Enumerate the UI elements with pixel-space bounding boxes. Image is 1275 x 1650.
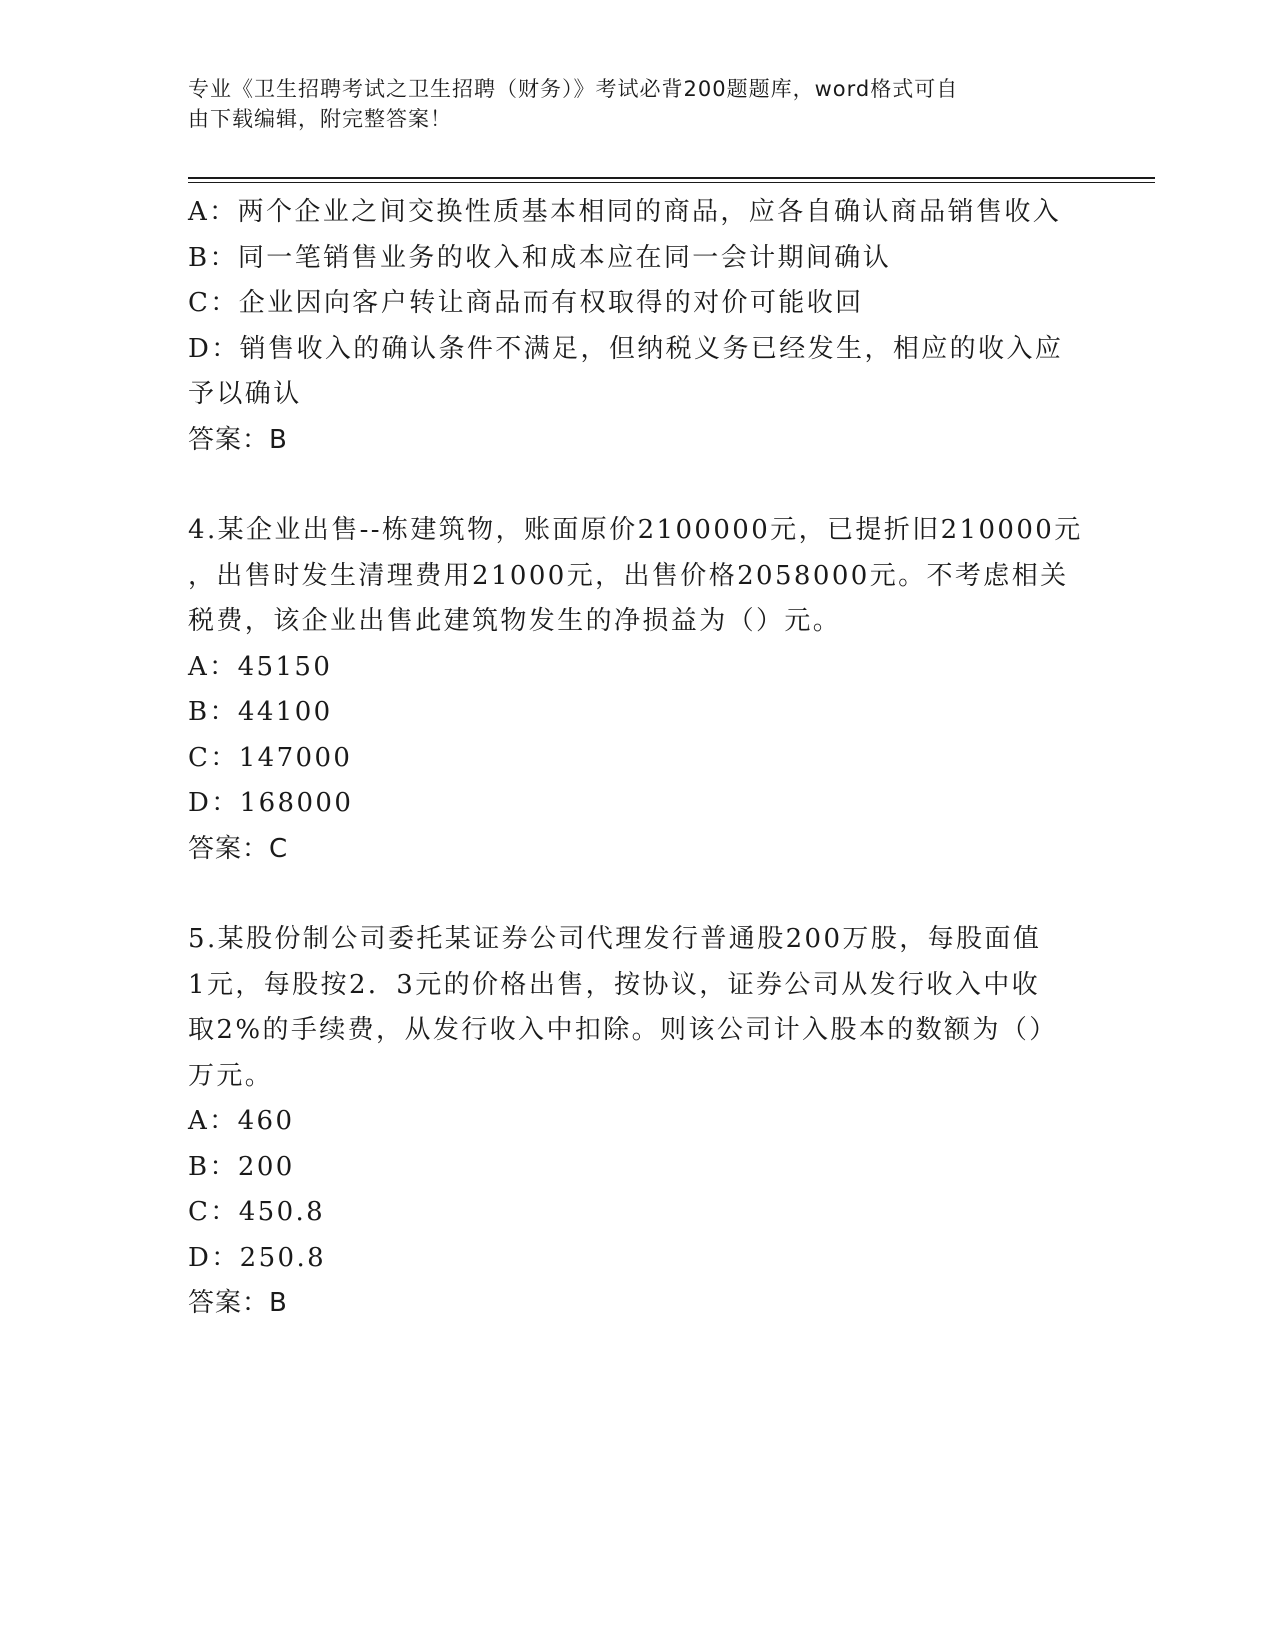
spacer: [188, 872, 1088, 917]
document-header: [188, 74, 1078, 134]
q4-option-b: B：44100: [188, 697, 333, 727]
question-3-block: [188, 190, 1088, 463]
q4-option-a: A：45150: [188, 651, 333, 682]
q4-stem-line-2: ，出售时发生清理费用21000元，出售价格2058000元。不考虑相关: [188, 560, 1069, 591]
q5-stem-line-3: 取2%的手续费，从发行收入中扣除。则该公司计入股本的数额为（）: [188, 1015, 1058, 1045]
header-divider-thick: [188, 177, 1155, 179]
q3-option-a: A：两个企业之间交换性质基本相同的商品，应各自确认商品销售收入: [188, 197, 1062, 227]
header-divider-thin: [188, 182, 1155, 183]
q4-option-c: C：147000: [188, 742, 353, 773]
q5-stem-line-2: 1元，每股按2．3元的价格出售，按协议，证券公司从发行收入中收: [188, 969, 1041, 1000]
question-5-block: [188, 917, 1088, 1327]
q5-stem-line-4: 万元。: [188, 1060, 274, 1091]
q5-option-a: A：460: [188, 1106, 295, 1136]
header-line-2: 由下载编辑，附完整答案！: [188, 107, 452, 131]
q5-answer: 答案：B: [188, 1288, 288, 1318]
q5-stem-line-1: 5.某股份制公司委托某证券公司代理发行普通股200万股，每股面值: [188, 924, 1042, 954]
q4-stem-line-1: 4.某企业出售--栋建筑物，账面原价2100000元，已提折旧210000元: [188, 515, 1083, 545]
q3-option-d-line-2: 予以确认: [188, 379, 302, 409]
q5-option-b: B：200: [188, 1151, 295, 1182]
q4-answer: 答案：C: [188, 833, 289, 864]
q5-option-c: C：450.8: [188, 1197, 326, 1227]
q5-option-d: D：250.8: [188, 1242, 327, 1273]
q3-option-c: C：企业因向客户转让商品而有权取得的对价可能收回: [188, 288, 864, 318]
question-content: [188, 190, 1088, 1327]
q3-option-b: B：同一笔销售业务的收入和成本应在同一会计期间确认: [188, 242, 892, 273]
q3-answer: 答案：B: [188, 424, 288, 455]
spacer: [188, 463, 1088, 508]
q4-stem-line-3: 税费，该企业出售此建筑物发生的净损益为（）元。: [188, 606, 842, 636]
q4-option-d: D：168000: [188, 788, 354, 818]
header-line-1: 专业《卫生招聘考试之卫生招聘（财务）》考试必背200题题库，word格式可自: [188, 77, 959, 101]
q3-option-d-line-1: D：销售收入的确认条件不满足，但纳税义务已经发生，相应的收入应: [188, 333, 1064, 364]
question-4-block: [188, 508, 1088, 872]
